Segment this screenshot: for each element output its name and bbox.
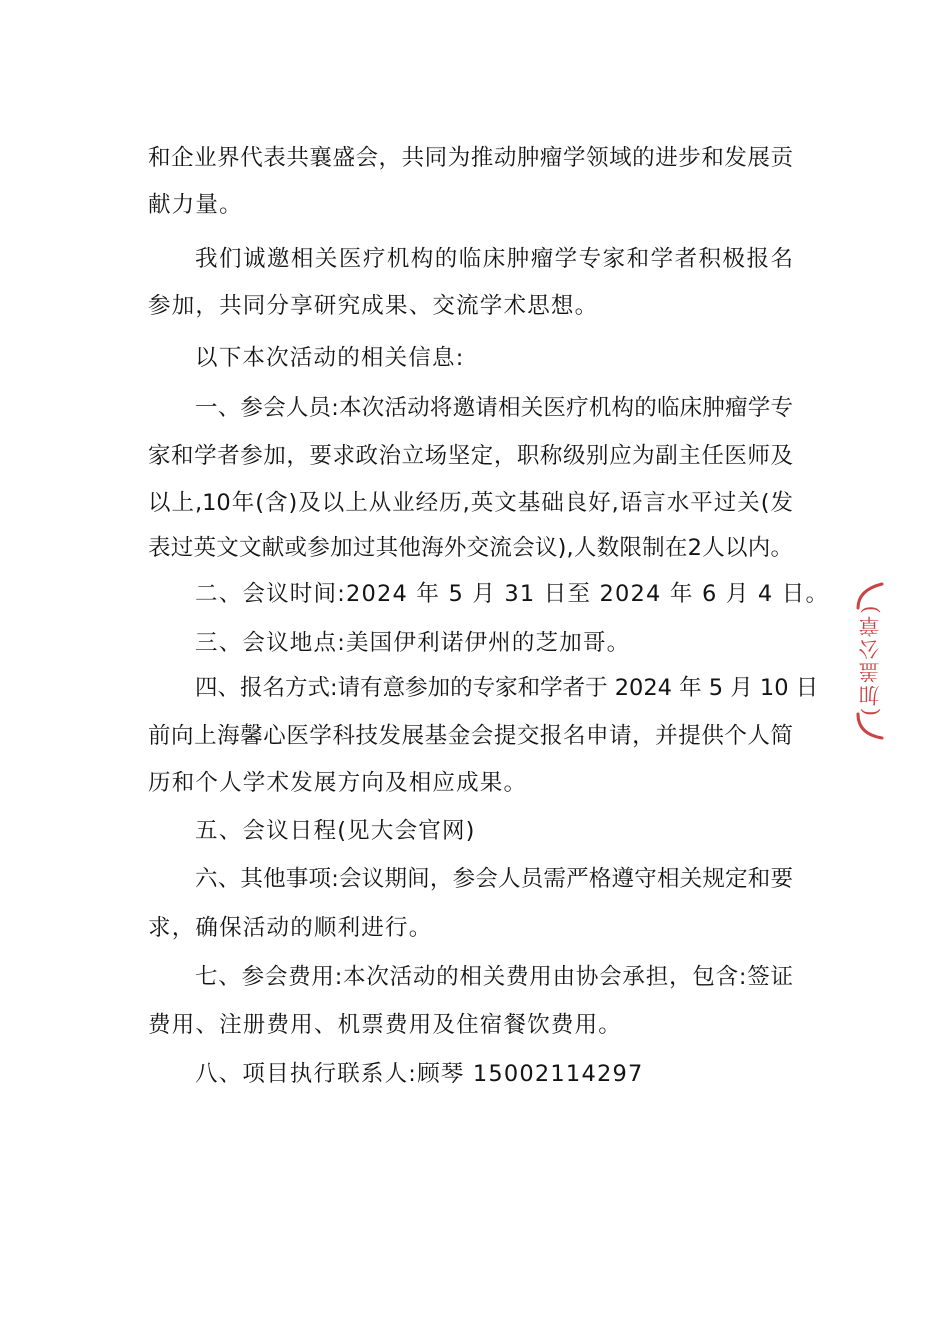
paragraph-line: 以下本次活动的相关信息: [195, 345, 465, 371]
paragraph-line: 二、会议时间:2024 年 5 月 31 日至 2024 年 6 月 4 日。 [195, 581, 830, 607]
paragraph-line: 六、其他事项:会议期间，参会人员需严格遵守相关规定和要 [195, 866, 793, 892]
paragraph-line: 四、报名方式:请有意参加的专家和学者于 2024 年 5 月 10 日 [195, 675, 819, 701]
paragraph-line: 历和个人学术发展方向及相应成果。 [148, 770, 528, 796]
paragraph-line: 参加，共同分享研究成果、交流学术思想。 [148, 293, 599, 319]
paragraph-line: 七、参会费用:本次活动的相关费用由协会承担，包含:签证 [195, 964, 793, 990]
paragraph-line: 家和学者参加，要求政治立场坚定，职称级别应为副主任医师及 [148, 443, 793, 469]
paragraph-line: 三、会议地点:美国伊利诺伊州的芝加哥。 [195, 630, 631, 656]
paragraph-line: 以上,10年(含)及以上从业经历,英文基础良好,语言水平过关(发 [148, 490, 793, 516]
paragraph-line: 五、会议日程(见大会官网) [195, 818, 476, 844]
paragraph-line: 求，确保活动的顺利进行。 [148, 915, 433, 941]
paragraph-line: 前向上海馨心医学科技发展基金会提交报名申请，并提供个人简 [148, 723, 793, 749]
paragraph-line: 和企业界代表共襄盛会，共同为推动肿瘤学领域的进步和发展贡 [148, 145, 793, 171]
paragraph-line: 费用、注册费用、机票费用及住宿餐饮费用。 [148, 1012, 623, 1038]
paragraph-line: 表过英文文献或参加过其他海外交流会议),人数限制在2人以内。 [148, 535, 793, 561]
seal-text: (加盖公章) [858, 603, 882, 717]
paragraph-line: 献力量。 [148, 192, 243, 218]
paragraph-line: 我们诚邀相关医疗机构的临床肿瘤学专家和学者积极报名 [195, 246, 793, 272]
paragraph-line: 八、项目执行联系人:顾琴 15002114297 [195, 1061, 644, 1087]
seal-stamp [848, 578, 892, 744]
paragraph-line: 一、参会人员:本次活动将邀请相关医疗机构的临床肿瘤学专 [195, 395, 793, 421]
